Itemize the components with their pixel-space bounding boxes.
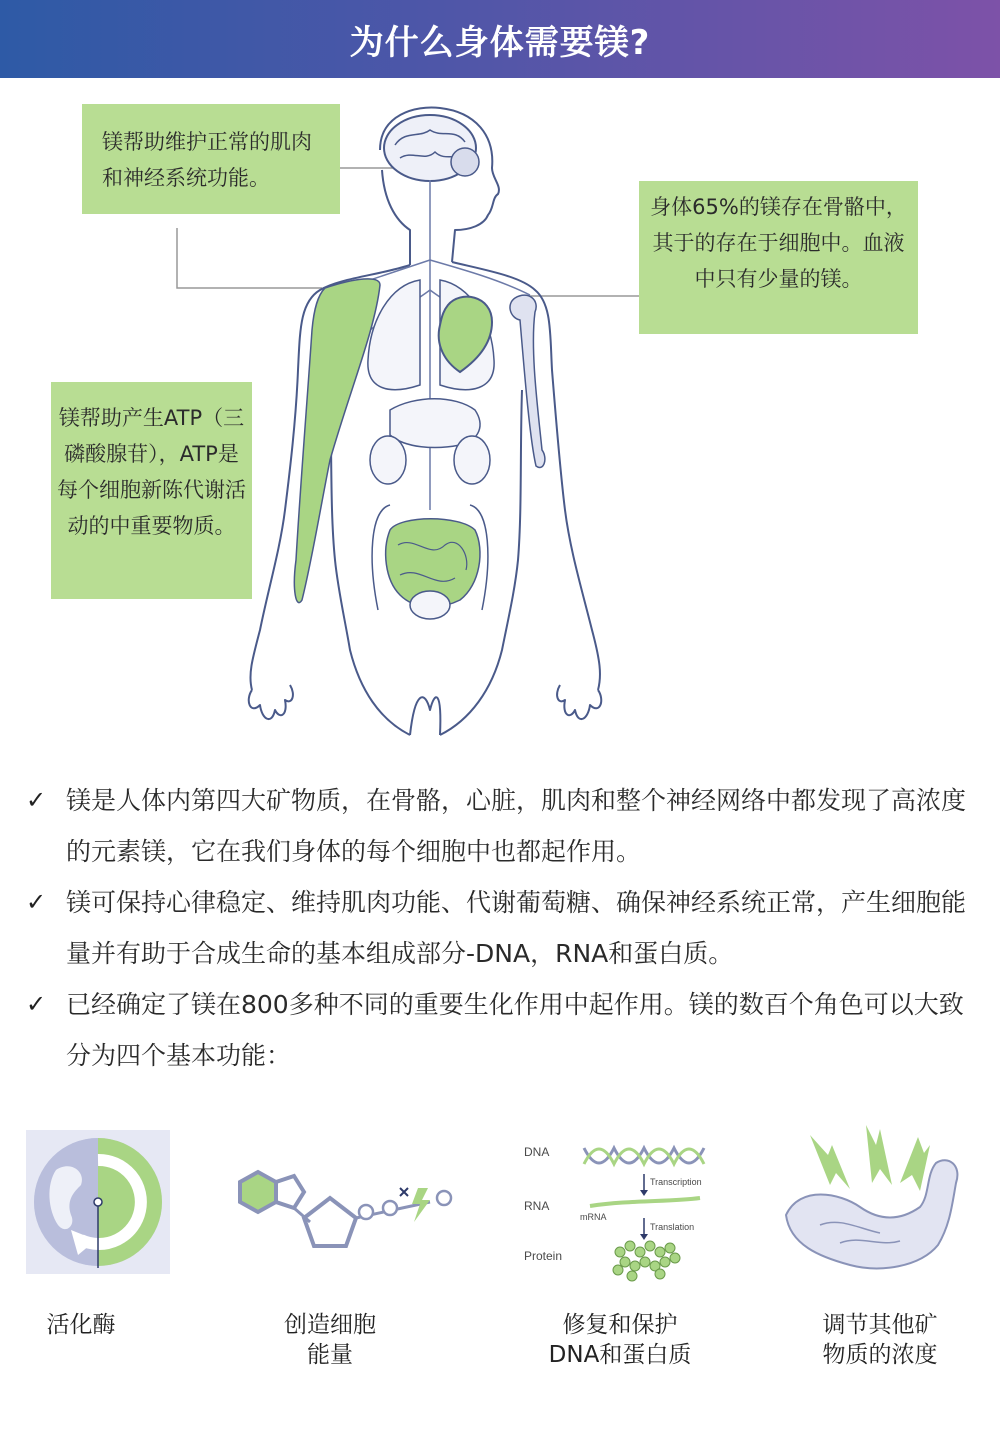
function-label-enzyme: 活化酶 xyxy=(46,1312,116,1338)
function-label-line: 调节其他矿 xyxy=(822,1312,938,1338)
bullet-item xyxy=(24,979,984,1081)
mrna-label: mRNA xyxy=(580,1212,607,1222)
brain-icon xyxy=(384,115,479,181)
arm-muscle-icon xyxy=(294,279,380,603)
globe-enzyme-icon xyxy=(26,1130,170,1274)
bullet-list xyxy=(24,775,984,1081)
translation-label: Translation xyxy=(650,1222,695,1232)
bullet-text: 已经确定了镁在800多种不同的重要生化作用中起作用。镁的数百个角色可以大致分为四个基本功能： xyxy=(66,990,964,1070)
function-label-line: 创造细胞 xyxy=(284,1312,376,1338)
function-label-line: 修复和保护 xyxy=(562,1312,678,1338)
rna-label: RNA xyxy=(524,1199,550,1213)
check-icon: ✓ xyxy=(26,786,47,814)
page-title: 为什么身体需要镁? xyxy=(349,22,651,63)
transcription-label: Transcription xyxy=(650,1177,702,1187)
bullet-item xyxy=(24,877,984,979)
function-label-line: 物质的浓度 xyxy=(822,1342,938,1368)
callout-bone: 身体65%的镁存在骨骼中，其于的存在于细胞中。血液中只有少量的镁。 xyxy=(639,181,918,334)
function-label-minerals xyxy=(800,1310,960,1370)
function-label-dna xyxy=(530,1310,710,1370)
dna-label: DNA xyxy=(524,1145,550,1159)
flexed-arm-icon xyxy=(780,1125,960,1275)
callout-atp: 镁帮助产生ATP（三磷酸腺苷），ATP是每个细胞新陈代谢活动的中重要物质。 xyxy=(51,382,252,599)
dna-rna-protein-icon xyxy=(520,1140,720,1300)
bullet-text: 镁是人体内第四大矿物质，在骨骼，心脏，肌肉和整个神经网络中都发现了高浓度的元素镁，它在我们身体的每个细胞中也都起作用。 xyxy=(66,786,967,866)
protein-label: Protein xyxy=(524,1249,563,1263)
callout-muscle-nerve: 镁帮助维护正常的肌肉和神经系统功能。 xyxy=(82,104,340,214)
function-label-line: DNA和蛋白质 xyxy=(548,1342,692,1368)
bullet-text: 镁可保持心律稳定、维持肌肉功能、代谢葡萄糖、确保神经系统正常，产生细胞能量并有助于合成生命的基本组成部分-DNA，RNA和蛋白质。 xyxy=(66,888,967,968)
check-icon: ✓ xyxy=(26,990,47,1018)
function-label-line: 能量 xyxy=(307,1342,353,1368)
arm-bone-icon xyxy=(510,295,545,467)
bullet-item xyxy=(24,775,984,877)
check-icon: ✓ xyxy=(26,888,47,916)
function-label-energy xyxy=(260,1310,400,1370)
molecule-energy-icon xyxy=(220,1130,460,1274)
